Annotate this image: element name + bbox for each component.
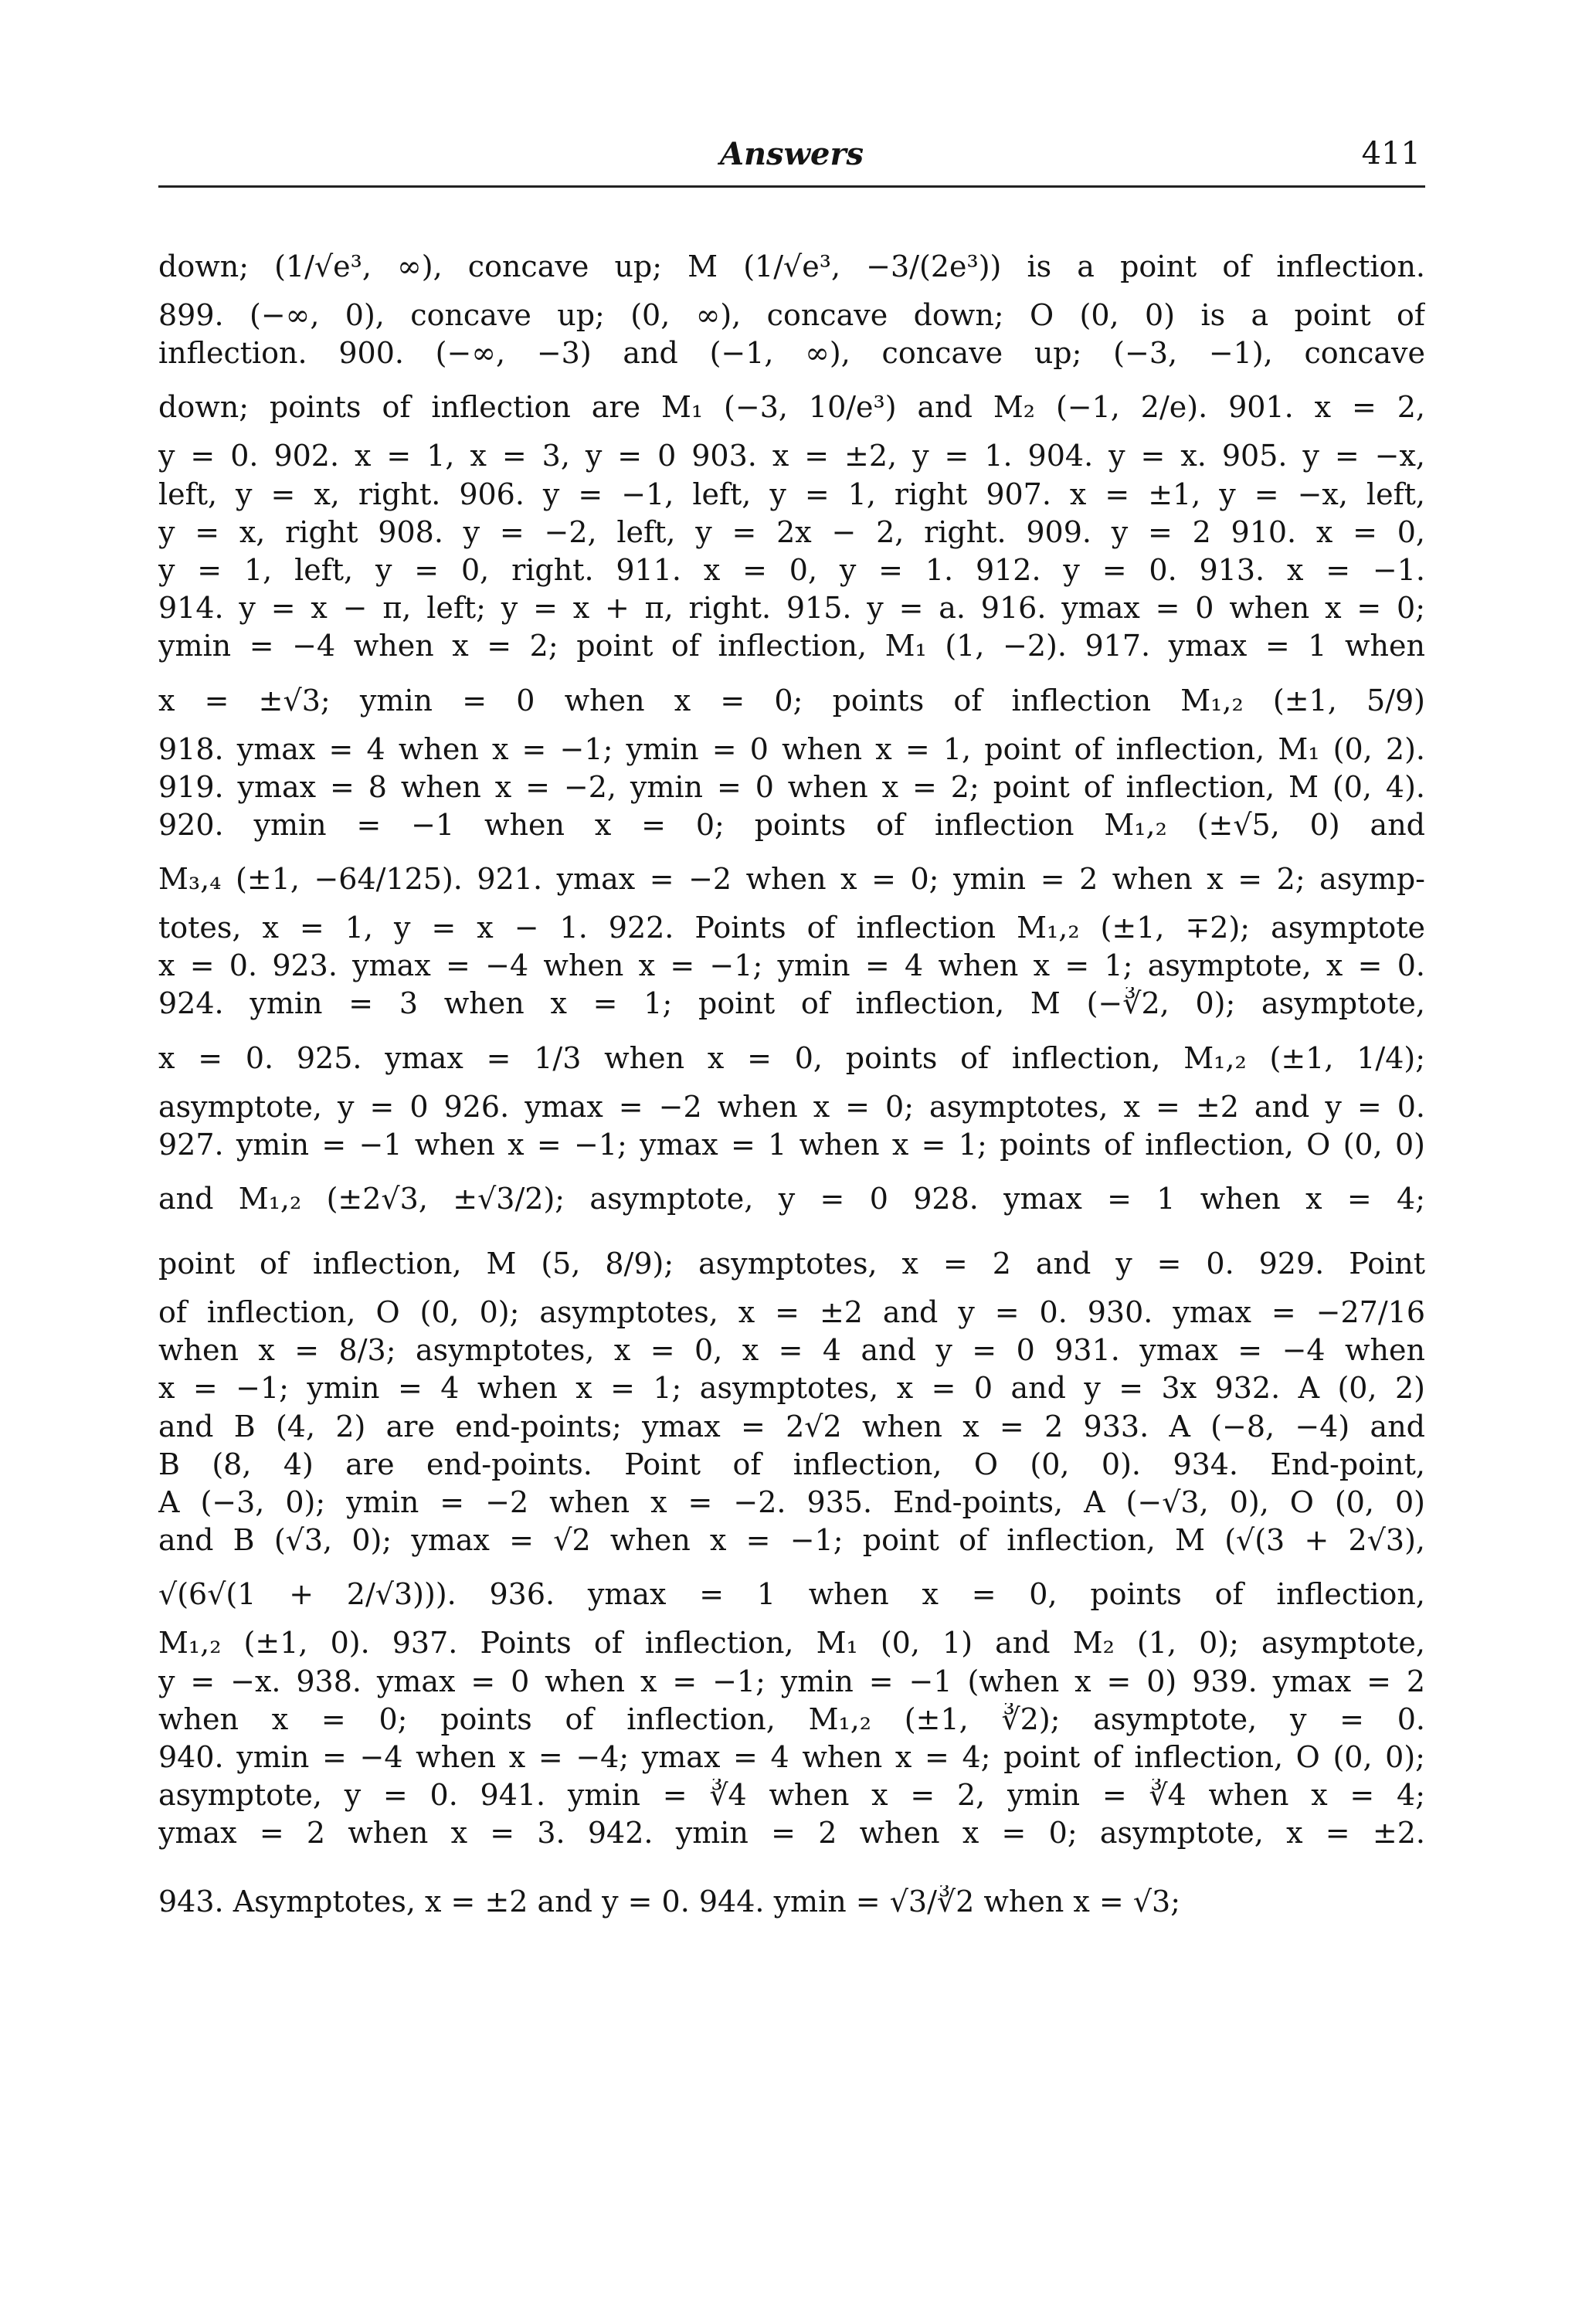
text-line: 927. ymin = −1 when x = −1; ymax = 1 when x = 1; points of inflection, O (0, 0) bbox=[158, 1128, 1425, 1162]
text-line: down; points of inflection are M₁ (−3, 10/e³) and M₂ (−1, 2/e). 901. x = 2, bbox=[158, 390, 1425, 425]
book-page bbox=[158, 131, 1425, 1924]
text-line: 940. ymin = −4 when x = −4; ymax = 4 when x = 4; point of inflection, O (0, 0); bbox=[158, 1740, 1425, 1774]
text-line: B (8, 4) are end-points. Point of inflection, O (0, 0). 934. End-point, bbox=[158, 1447, 1425, 1481]
running-header bbox=[158, 131, 1425, 188]
text-line: y = 1, left, y = 0, right. 911. x = 0, y = 1. 912. y = 0. 913. x = −1. bbox=[158, 553, 1425, 587]
page-number: 411 bbox=[1361, 136, 1421, 171]
text-line: x = −1; ymin = 4 when x = 1; asymptotes, x = 0 and y = 3x 932. A (0, 2) bbox=[158, 1372, 1425, 1406]
text-line: x = 0. 925. ymax = 1/3 when x = 0, points of inflection, M₁,₂ (±1, 1/4); bbox=[158, 1040, 1425, 1075]
text-line: left, y = x, right. 906. y = −1, left, y = 1, right 907. x = ±1, y = −x, left, bbox=[158, 477, 1425, 511]
text-line: 918. ymax = 4 when x = −1; ymin = 0 when x = 1, point of inflection, M₁ (0, 2). bbox=[158, 732, 1425, 766]
text-line: 914. y = x − π, left; y = x + π, right. 915. y = a. 916. ymax = 0 when x = 0; bbox=[158, 592, 1425, 626]
running-title: Answers bbox=[719, 136, 864, 172]
text-line: y = 0. 902. x = 1, x = 3, y = 0 903. x = ±2, y = 1. 904. y = x. 905. y = −x, bbox=[158, 439, 1425, 473]
text-line: ymin = −4 when x = 2; point of inflection, M₁ (1, −2). 917. ymax = 1 when bbox=[158, 629, 1425, 663]
text-line: when x = 8/3; asymptotes, x = 0, x = 4 and y = 0 931. ymax = −4 when bbox=[158, 1334, 1425, 1368]
text-line: 899. (−∞, 0), concave up; (0, ∞), concave down; O (0, 0) is a point of bbox=[158, 299, 1425, 332]
text-line: and B (4, 2) are end-points; ymax = 2√2 when x = 2 933. A (−8, −4) and bbox=[158, 1410, 1425, 1444]
text-line: totes, x = 1, y = x − 1. 922. Points of inflection M₁,₂ (±1, ∓2); asymptote bbox=[158, 911, 1425, 945]
text-line: y = −x. 938. ymax = 0 when x = −1; ymin = −1 (when x = 0) 939. ymax = 2 bbox=[158, 1664, 1425, 1698]
text-line: down; (1/√e³, ∞), concave up; M (1/√e³, −3/(2e³)) is a point of inflection. bbox=[158, 249, 1425, 283]
text-line: x = 0. 923. ymax = −4 when x = −1; ymin = 4 when x = 1; asymptote, x = 0. bbox=[158, 949, 1425, 983]
text-line: 920. ymin = −1 when x = 0; points of inflection M₁,₂ (±√5, 0) and bbox=[158, 808, 1425, 842]
text-line: A (−3, 0); ymin = −2 when x = −2. 935. End-points, A (−√3, 0), O (0, 0) bbox=[158, 1485, 1425, 1519]
text-line: 943. Asymptotes, x = ±2 and y = 0. 944. ymin = √3/∛2 when x = √3; bbox=[158, 1885, 1181, 1919]
text-line: 919. ymax = 8 when x = −2, ymin = 0 when x = 2; point of inflection, M (0, 4). bbox=[158, 770, 1425, 804]
text-line: asymptote, y = 0. 941. ymin = ∛4 when x = 2, ymin = ∛4 when x = 4; bbox=[158, 1779, 1425, 1813]
text-line: y = x, right 908. y = −2, left, y = 2x − 2, right. 909. y = 2 910. x = 0, bbox=[158, 515, 1425, 549]
text-line: M₃,₄ (±1, −64/125). 921. ymax = −2 when x = 0; ymin = 2 when x = 2; asymp- bbox=[158, 862, 1425, 897]
spacer bbox=[158, 1854, 1425, 1885]
answers-text bbox=[158, 234, 1425, 1924]
text-line: when x = 0; points of inflection, M₁,₂ (±1, ∛2); asymptote, y = 0. bbox=[158, 1702, 1425, 1736]
text-line: asymptote, y = 0 926. ymax = −2 when x = 0; asymptotes, x = ±2 and y = 0. bbox=[158, 1090, 1425, 1124]
text-line: and B (√3, 0); ymax = √2 when x = −1; point of inflection, M (√(3 + 2√3), bbox=[158, 1524, 1425, 1558]
text-line: x = ±√3; ymin = 0 when x = 0; points of inflection M₁,₂ (±1, 5/9) bbox=[158, 683, 1425, 718]
text-line: √(6√(1 + 2/√3))). 936. ymax = 1 when x = 0, points of inflection, bbox=[158, 1577, 1425, 1612]
text-line: and M₁,₂ (±2√3, ±√3/2); asymptote, y = 0 928. ymax = 1 when x = 4; bbox=[158, 1182, 1425, 1216]
text-line: 924. ymin = 3 when x = 1; point of inflection, M (−∛2, 0); asymptote, bbox=[158, 987, 1425, 1021]
text-line: ymax = 2 when x = 3. 942. ymin = 2 when x = 0; asymptote, x = ±2. bbox=[158, 1817, 1425, 1851]
text-line: of inflection, O (0, 0); asymptotes, x = ±2 and y = 0. 930. ymax = −27/16 bbox=[158, 1296, 1425, 1329]
text-line: inflection. 900. (−∞, −3) and (−1, ∞), concave up; (−3, −1), concave bbox=[158, 337, 1425, 371]
text-line: point of inflection, M (5, 8/9); asymptotes, x = 2 and y = 0. 929. Point bbox=[158, 1247, 1425, 1281]
text-line: M₁,₂ (±1, 0). 937. Points of inflection, M₁ (0, 1) and M₂ (1, 0); asymptote, bbox=[158, 1627, 1425, 1661]
